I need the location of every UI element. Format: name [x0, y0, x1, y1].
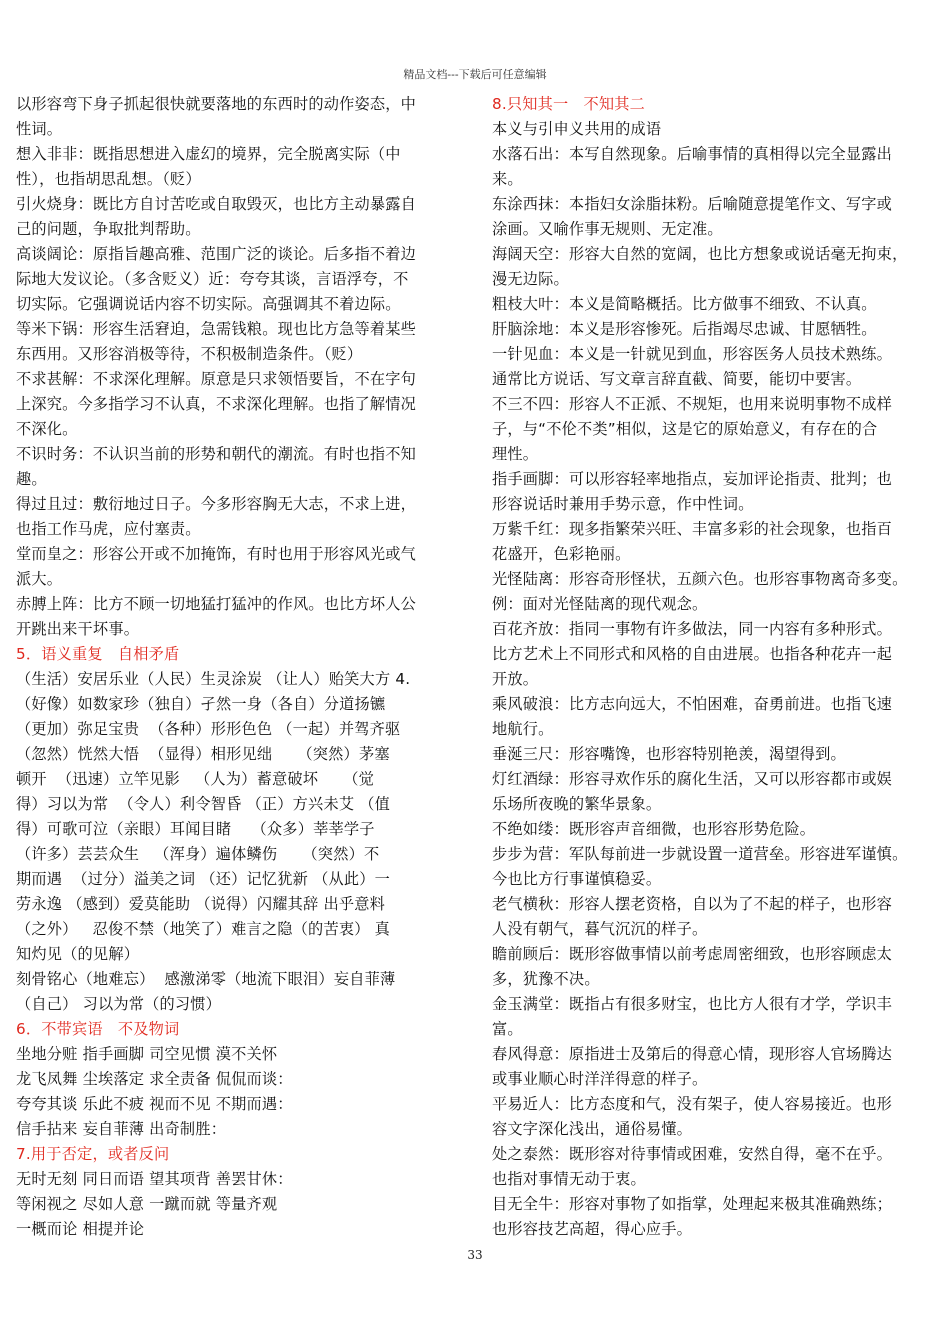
- text-line: 刻骨铭心（地难忘） 感激涕零（地流下眼泪）妄自菲薄: [16, 970, 396, 988]
- text-line: 或事业顺心时洋洋得意的样子。: [492, 1070, 708, 1088]
- text-line: 不深化。: [16, 420, 78, 438]
- text-line: 高谈阔论：原指旨趣高雅、范围广泛的谈论。后多指不着边: [16, 245, 417, 263]
- text-line: 得）可歌可泣（亲眼）耳闻目睹 （众多）莘莘学子: [16, 820, 375, 838]
- text-line: 老气横秋：形容人摆老资格，自以为了不起的样子，也形容: [492, 895, 893, 913]
- text-line: 也指对事情无动于衷。: [492, 1170, 646, 1188]
- text-line: 开跳出来干坏事。: [16, 620, 140, 638]
- text-line: 派大。: [16, 570, 63, 588]
- text-line: （忽然）恍然大悟 （显得）相形见绌 （突然）茅塞: [16, 745, 390, 763]
- text-line: 性），也指胡思乱想。（贬）: [16, 170, 201, 188]
- text-line: 光怪陆离：形容奇形怪状，五颜六色。也形容事物离奇多变。: [492, 570, 908, 588]
- text-line: 东涂西抹：本指妇女涂脂抹粉。后喻随意提笔作文、写字或: [492, 195, 893, 213]
- text-line: 己的问题，争取批判帮助。: [16, 220, 201, 238]
- text-line: 一概而论 相提并论: [16, 1220, 145, 1238]
- text-line: 知灼见（的见解）: [16, 945, 140, 963]
- text-line: 切实际。它强调说话内容不切实际。高强调其不着边际。: [16, 295, 401, 313]
- text-line: 本义与引申义共用的成语: [492, 120, 662, 138]
- text-line: 水落石出：本写自然现象。后喻事情的真相得以完全显露出: [492, 145, 893, 163]
- text-line: 容文字深化浅出，通俗易懂。: [492, 1120, 693, 1138]
- text-line: 海阔天空：形容大自然的宽阔，也比方想象或说话毫无拘束，: [492, 245, 908, 263]
- text-line: 比方艺术上不同形式和风格的自由进展。也指各种花卉一起: [492, 645, 893, 663]
- text-line: 性词。: [16, 120, 63, 138]
- text-line: 漫无边际。: [492, 270, 569, 288]
- text-line: 例：面对光怪陆离的现代观念。: [492, 595, 708, 613]
- text-line: 趣。: [16, 470, 47, 488]
- text-line: 瞻前顾后：既形容做事情以前考虑周密细致，也形容顾虑太: [492, 945, 893, 963]
- text-line: 万紫千红：现多指繁荣兴旺、丰富多彩的社会现象，也指百: [492, 520, 893, 538]
- text-line: 上深究。今多指学习不认真，不求深化理解。也指了解情况: [16, 395, 417, 413]
- text-line: 子，与“不伦不类”相似，这是它的原始意义，有存在的合: [492, 420, 878, 438]
- text-line: 夸夸其谈 乐此不疲 视而不见 不期而遇：: [16, 1095, 293, 1113]
- section-heading: 7.用于否定，或者反问: [16, 1145, 170, 1163]
- text-line: 地航行。: [492, 720, 554, 738]
- text-line: （之外） 忍俊不禁（地笑了）难言之隐（的苦衷） 真: [16, 920, 391, 938]
- text-line: 不识时务：不认识当前的形势和朝代的潮流。有时也指不知: [16, 445, 417, 463]
- text-line: 来。: [492, 170, 523, 188]
- text-line: 想入非非：既指思想进入虚幻的境界，完全脱离实际（中: [16, 145, 401, 163]
- text-line: （好像）如数家珍（独自）孑然一身（各自）分道扬镳: [16, 695, 386, 713]
- text-line: 得过且过：敷衍地过日子。今多形容胸无大志，不求上进，: [16, 495, 417, 513]
- text-line: 等米下锅：形容生活窘迫，急需钱粮。现也比方急等着某些: [16, 320, 417, 338]
- text-line: 赤膊上阵：比方不顾一切地猛打猛冲的作风。也比方坏人公: [16, 595, 417, 613]
- text-line: 花盛开，色彩艳丽。: [492, 545, 631, 563]
- page-header: 精品文档---下载后可任意编辑: [403, 68, 547, 81]
- text-line: 春风得意：原指进士及第后的得意心情，现形容人官场腾达: [492, 1045, 893, 1063]
- text-line: 无时无刻 同日而语 望其项背 善罢甘休：: [16, 1170, 293, 1188]
- text-line: 引火烧身：既比方自讨苦吃或自取毁灭，也比方主动暴露自: [16, 195, 417, 213]
- text-line: 堂而皇之：形容公开或不加掩饰，有时也用于形容风光或气: [16, 545, 417, 563]
- text-line: （自己） 习以为常（的习惯）: [16, 995, 222, 1013]
- text-line: 形容说话时兼用手势示意，作中性词。: [492, 495, 754, 513]
- text-line: 指手画脚：可以形容轻率地指点，妄加评论指责、批判；也: [492, 470, 893, 488]
- text-line: 劳永逸 （感到）爱莫能助 （说得）闪耀其辞 出乎意料: [16, 895, 385, 913]
- text-line: 处之泰然：既形容对待事情或困难，安然自得，毫不在乎。: [492, 1145, 893, 1163]
- text-line: 开放。: [492, 670, 539, 688]
- text-line: 百花齐放：指同一事物有许多做法，同一内容有多种形式。: [492, 620, 893, 638]
- text-line: 通常比方说话、写文章言辞直截、简要，能切中要害。: [492, 370, 862, 388]
- text-line: 粗枝大叶：本义是简略概括。比方做事不细致、不认真。: [492, 295, 877, 313]
- text-line: 不三不四：形容人不正派、不规矩，也用来说明事物不成样: [492, 395, 893, 413]
- right-column: [492, 92, 938, 1242]
- text-line: 理性。: [492, 445, 539, 463]
- left-column: [16, 92, 462, 1242]
- text-line: 人没有朝气，暮气沉沉的样子。: [492, 920, 708, 938]
- text-line: 得）习以为常 （令人）利令智昏 （正）方兴未艾 （值: [16, 795, 391, 813]
- text-line: 今也比方行事谨慎稳妥。: [492, 870, 662, 888]
- text-line: （更加）弥足宝贵 （各种）形形色色 （一起）并驾齐驱: [16, 720, 401, 738]
- text-line: 龙飞凤舞 尘埃落定 求全责备 侃侃而谈：: [16, 1070, 293, 1088]
- text-line: 以形容弯下身子抓起很快就要落地的东西时的动作姿态，中: [16, 95, 417, 113]
- section-heading: 8.只知其一 不知其二: [492, 95, 646, 113]
- text-line: （许多）芸芸众生 （浑身）遍体鳞伤 （突然）不: [16, 845, 380, 863]
- section-heading: 5．语义重复 自相矛盾: [16, 645, 180, 663]
- text-line: （生活）安居乐业（人民）生灵涂炭 （让人）贻笑大方 4.: [16, 670, 411, 688]
- text-line: 不求甚解：不求深化理解。原意是只求领悟要旨，不在字句: [16, 370, 417, 388]
- text-line: 涂画。又喻作事无规则、无定准。: [492, 220, 723, 238]
- text-line: 多，犹豫不决。: [492, 970, 600, 988]
- text-line: 东西用。又形容消极等待，不积极制造条件。（贬）: [16, 345, 363, 363]
- text-line: 目无全牛：形容对事物了如指掌，处理起来极其准确熟练；: [492, 1195, 893, 1213]
- text-line: 平易近人：比方态度和气，没有架子，使人容易接近。也形: [492, 1095, 893, 1113]
- text-line: 也形容技艺高超，得心应手。: [492, 1220, 693, 1238]
- text-line: 一针见血：本义是一针就见到血，形容医务人员技术熟练。: [492, 345, 893, 363]
- text-line: 乘风破浪：比方志向远大，不怕困难，奋勇前进。也指飞速: [492, 695, 893, 713]
- text-line: 信手拈来 妄自菲薄 出奇制胜：: [16, 1120, 227, 1138]
- text-line: 顿开 （迅速）立竿见影 （人为）蓄意破坏 （觉: [16, 770, 375, 788]
- page-number: 33: [467, 1248, 483, 1262]
- text-line: 垂涎三尺：形容嘴馋，也形容特别艳羡，渴望得到。: [492, 745, 846, 763]
- text-line: 肝脑涂地：本义是形容惨死。后指竭尽忠诚、甘愿牺牲。: [492, 320, 877, 338]
- text-line: 等闲视之 尽如人意 一蹴而就 等量齐观: [16, 1195, 278, 1213]
- text-line: 富。: [492, 1020, 523, 1038]
- text-line: 不绝如缕：既形容声音细微，也形容形势危险。: [492, 820, 816, 838]
- text-line: 际地大发议论。（多含贬义）近：夸夸其谈，言语浮夸，不: [16, 270, 409, 288]
- text-line: 也指工作马虎，应付塞责。: [16, 520, 201, 538]
- text-line: 乐场所夜晚的繁华景象。: [492, 795, 662, 813]
- text-line: 灯红酒绿：形容寻欢作乐的腐化生活，又可以形容都市或娱: [492, 770, 893, 788]
- text-line: 期而遇 （过分）溢美之词 （还）记忆犹新 （从此）一: [16, 870, 391, 888]
- text-line: 金玉满堂：既指占有很多财宝，也比方人很有才学，学识丰: [492, 995, 893, 1013]
- text-line: 步步为营：军队每前进一步就设置一道营垒。形容进军谨慎。: [492, 845, 908, 863]
- text-line: 坐地分赃 指手画脚 司空见惯 漠不关怀: [16, 1045, 278, 1063]
- section-heading: 6．不带宾语 不及物词: [16, 1020, 180, 1038]
